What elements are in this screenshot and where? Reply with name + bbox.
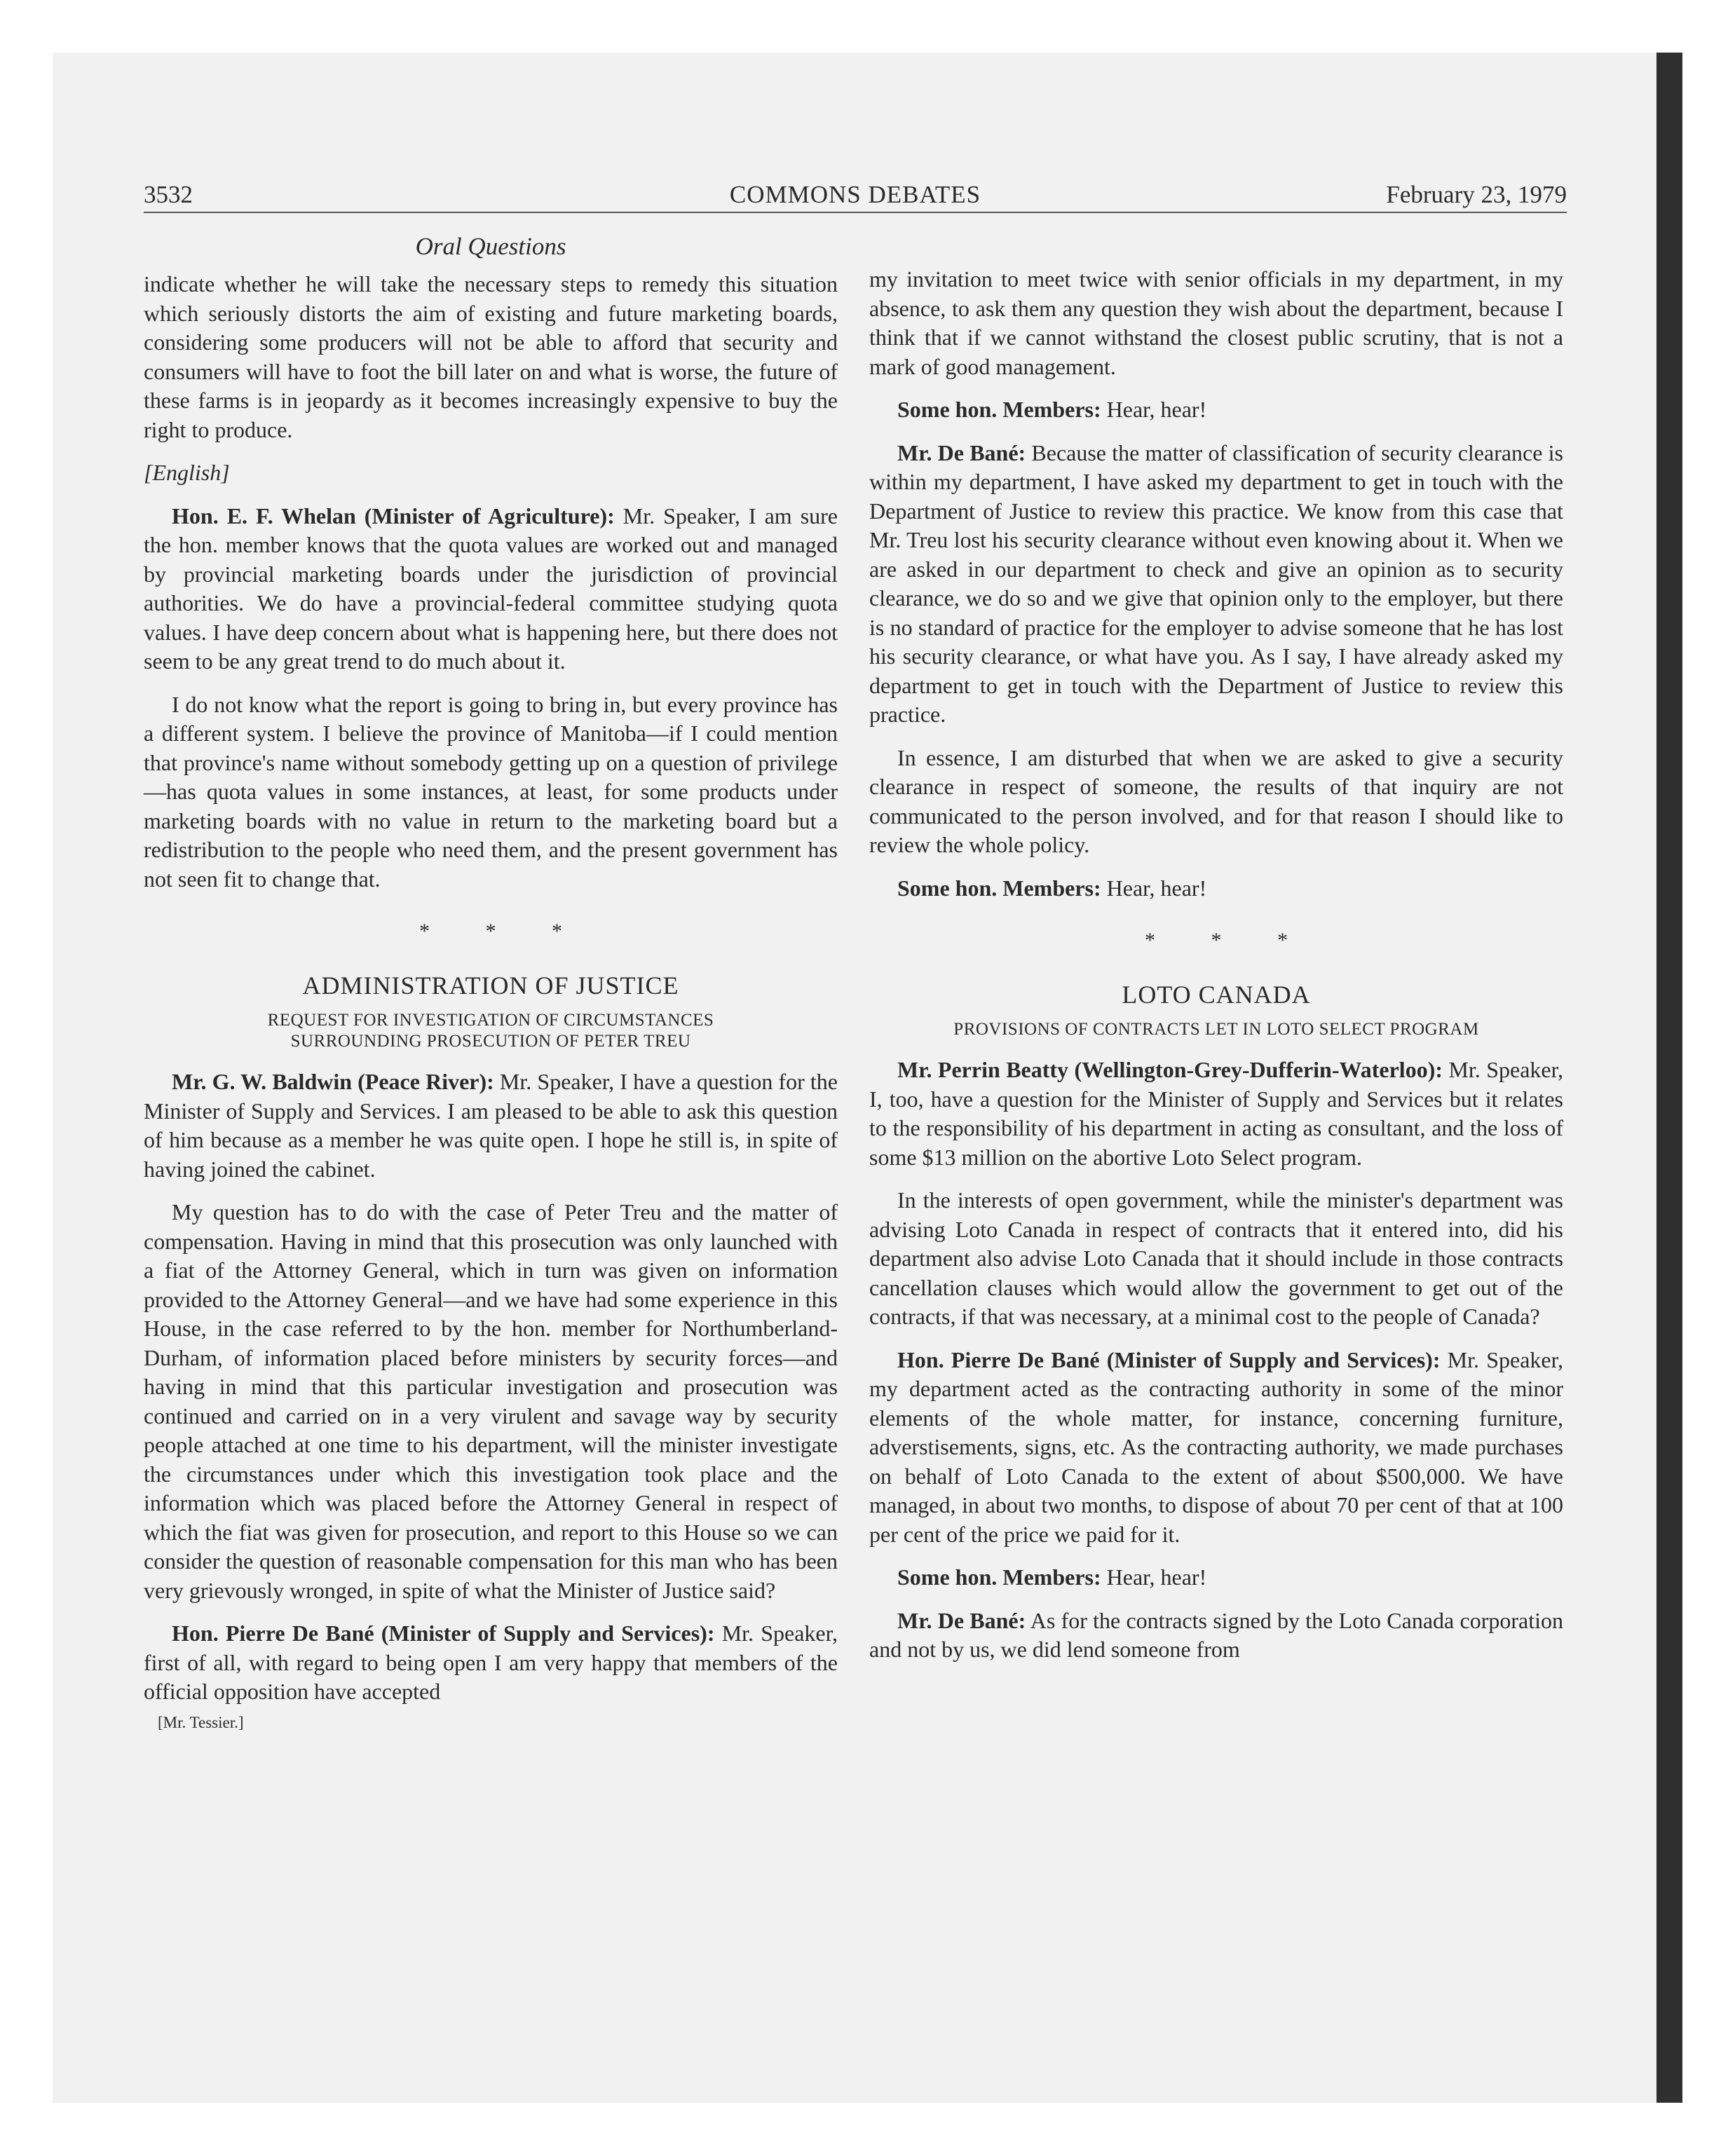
speech-text: Because the matter of classification of security clearance is within my department, I have asked my department to get in touch with the Department of Justice to review this practice. We know from this case that Mr. Treu lost his security clearance without even knowing about it. When we are asked in our department to check and give an opinion as to security clearance, we do so and we give that opinion only to the employer, but there is no standard of practice for the employer to advise someone that he has lost his security clearance, or what have you. As I say, I have already asked my department to get in touch with the Department of Justice to review this practice.	[869, 439, 1563, 727]
paragraph	[144, 502, 838, 676]
subheading-line: REQUEST FOR INVESTIGATION OF CIRCUMSTANCES	[267, 1011, 714, 1030]
paragraph: My question has to do with the case of Peter Treu and the matter of compensation. Having in mind that this prosecution was only launched with a fiat of the Attorney General, which in turn was given on information provided to the Attorney General—and we have had some experience in this House, in the case referred to by the hon. member for Northumberland-Durham, of information placed before ministers by security forces—and having in mind that this particular investigation and prosecution was continued and carried on in a very virulent and savage way by security people attached at one time to his department, will the minister investigate the circumstances under which this investigation took place and the information which was placed before the Attorney General in respect of which the fiat was given for prosecution, and report to this House so we can consider the question of reasonable compensation for this man who has been very grievously wronged, in spite of what the Minister of Justice said?	[144, 1199, 838, 1603]
speaker-name: Some hon. Members:	[897, 397, 1101, 422]
section-heading: LOTO CANADA	[1122, 981, 1311, 1009]
section-label: Oral Questions	[415, 233, 566, 260]
paragraph	[869, 1606, 1563, 1665]
speech-text: As for the contracts signed by the Loto Canada corporation and not by us, we did lend someone from	[869, 1607, 1564, 1662]
speaker-name: Hon. Pierre De Bané (Minister of Supply and Services):	[897, 1346, 1441, 1372]
right-column	[869, 265, 1563, 1665]
speaker-name: Mr. Perrin Beatty (Wellington-Grey-Dufferin-Waterloo):	[897, 1057, 1443, 1082]
issue-date: February 23, 1979	[1386, 181, 1567, 208]
paragraph	[144, 1067, 838, 1184]
speaker-name: Some hon. Members:	[897, 875, 1101, 901]
speaker-name: Mr. De Bané:	[897, 1607, 1026, 1633]
section-separator: * * *	[1145, 929, 1313, 952]
left-column	[144, 228, 838, 1733]
scan-edge-shadow	[1656, 53, 1682, 2103]
speech-text: Mr. Speaker, I, too, have a question for the Minister of Supply and Services but it relates to the responsibility of his department in acting as consultant, and the loss of some $13 million on the abortive Loto Select program.	[869, 1057, 1563, 1170]
speech-text: Hear, hear!	[1101, 397, 1207, 422]
speaker-name: Hon. E. F. Whelan (Minister of Agriculture):	[172, 503, 615, 528]
speech-text: Mr. Speaker, I have a question for the Minister of Supply and Services. I am pleased to be able to ask this question of him because as a member he was quite open. I hope he still is, in spite of having joined the cabinet.	[144, 1069, 838, 1182]
speaker-name: Some hon. Members:	[897, 1564, 1101, 1590]
speech-text: Mr. Speaker, first of all, with regard to being open I am very happy that members of the official opposition have accepted	[144, 1621, 838, 1704]
speaker-name: Mr. De Bané:	[897, 439, 1026, 465]
paragraph: my invitation to meet twice with senior officials in my department, in my absence, to ask them any question they wish about the department, because I think that if we cannot withstand the closest public scrutiny, that is not a mark of good management.	[869, 266, 1563, 379]
speech-text: Hear, hear!	[1101, 875, 1207, 901]
footnote: [Mr. Tessier.]	[158, 1713, 244, 1731]
paragraph	[869, 395, 1563, 425]
speech-text: Mr. Speaker, I am sure the hon. member knows that the quota values are worked out and managed by provincial marketing boards under the jurisdiction of provincial authorities. We do have a provincial-federal committee studying quota values. I have deep concern about what is happening here, but there does not seem to be any great trend to do much about it.	[144, 503, 838, 674]
paragraph: In essence, I am disturbed that when we are asked to give a security clearance in respect of someone, the results of that inquiry are not communicated to the person involved, and for that reason I should like to review the whole policy.	[869, 744, 1563, 857]
speaker-name: Hon. Pierre De Bané (Minister of Supply and Services):	[172, 1621, 715, 1646]
section-subheading	[144, 1010, 838, 1052]
subheading-line: SURROUNDING PROSECUTION OF PETER TREU	[290, 1032, 691, 1051]
paragraph	[144, 1619, 838, 1707]
language-marker: [English]	[144, 460, 230, 485]
paragraph	[869, 1346, 1563, 1550]
running-head	[144, 178, 1567, 213]
page-number: 3532	[144, 181, 193, 208]
paragraph	[869, 1056, 1563, 1172]
section-heading: ADMINISTRATION OF JUSTICE	[302, 971, 679, 999]
section-separator: * * *	[419, 920, 587, 943]
paragraph	[869, 1563, 1563, 1592]
paragraph: I do not know what the report is going to bring in, but every province has a different system. I believe the province of Manitoba—if I could mention that province's name without somebody getting up on a question of privilege—has quota values in some instances, at least, for some products under marketing boards with no value in return to the marketing board but a redistribution to the people who need them, and the present government has not seen fit to change that.	[144, 691, 838, 892]
paragraph	[869, 439, 1563, 730]
section-subheading: PROVISIONS OF CONTRACTS LET IN LOTO SELECT PROGRAM	[953, 1020, 1479, 1039]
speech-text: Hear, hear!	[1101, 1564, 1207, 1590]
speaker-name: Mr. G. W. Baldwin (Peace River):	[172, 1069, 494, 1094]
speech-text: Mr. Speaker, my department acted as the contracting authority in some of the minor elements of the whole matter, for instance, concerning furniture, adverstisements, signs, etc. As the contracting authority, we made purchases on behalf of Loto Canada to the extent of about $500,000. We have managed, in about two months, to dispose of about 70 per cent of that at 100 per cent of the price we paid for it.	[869, 1346, 1564, 1547]
publication-title: COMMONS DEBATES	[729, 181, 981, 208]
paragraph: indicate whether he will take the necessary steps to remedy this situation which seriously distorts the aim of existing and future marketing boards, considering some producers will not be able to afford that security and consumers will have to foot the bill later on and what is worse, the future of these farms is in jeopardy as it becomes increasingly expensive to buy the right to produce.	[144, 271, 838, 442]
paragraph	[869, 874, 1563, 903]
paragraph: In the interests of open government, while the minister's department was advising Loto Canada in respect of contracts that it entered into, did his department also advise Loto Canada that it should include in those contracts cancellation clauses which would allow the government to get out of the contracts, if that was necessary, at a minimal cost to the people of Canada?	[869, 1187, 1563, 1329]
